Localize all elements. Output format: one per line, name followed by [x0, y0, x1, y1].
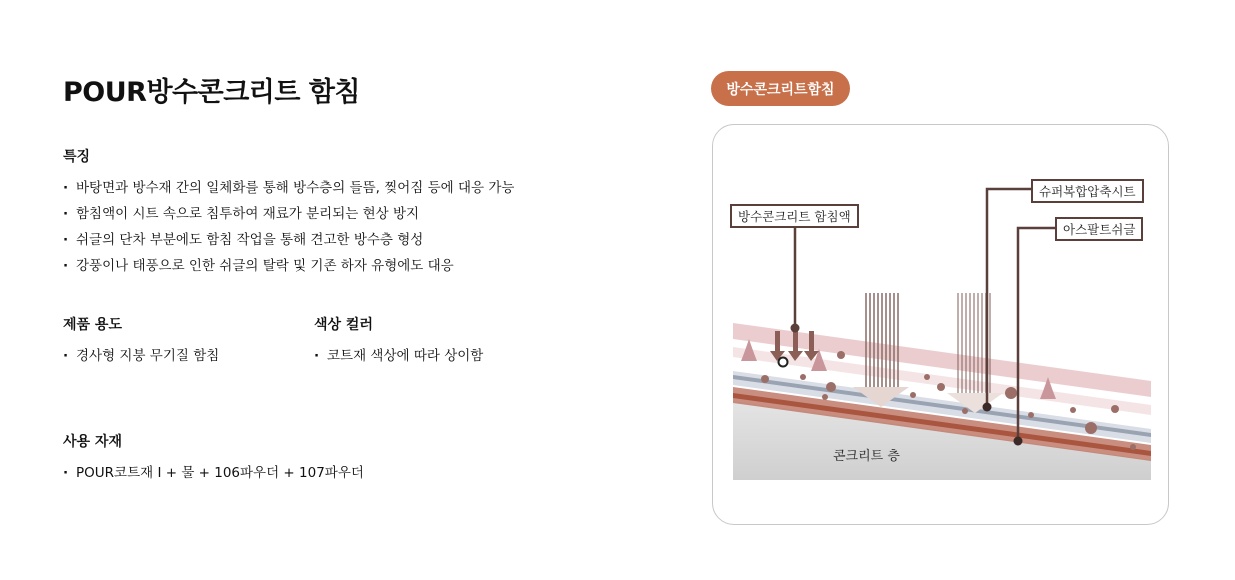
diagram-panel — [712, 124, 1169, 525]
diagram-badge: 방수콘크리트함침 — [711, 71, 850, 106]
features-list — [63, 175, 514, 279]
usage-heading: 제품 용도 — [63, 317, 122, 333]
usage-list — [63, 343, 219, 369]
list-item: · 강풍이나 태풍으로 인한 쉬글의 탈락 및 기존 하자 유형에도 대응 — [63, 253, 514, 279]
list-item: · POUR코트재 I + 물 + 106파우더 + 107파우더 — [63, 460, 364, 486]
super-sheet-label: 슈퍼복합압축시트 — [1031, 179, 1144, 203]
color-list — [314, 343, 483, 369]
list-item: · 경사형 지붕 무기질 함침 — [63, 343, 219, 369]
list-item: · 쉬글의 단차 부분에도 함침 작업을 통해 견고한 방수층 형성 — [63, 227, 514, 253]
list-item: · 함침액이 시트 속으로 침투하여 재료가 분리되는 현상 방지 — [63, 201, 514, 227]
concrete-label: 콘크리트 층 — [833, 449, 900, 464]
list-item: · 코트재 색상에 따라 상이함 — [314, 343, 483, 369]
impregnant-label: 방수콘크리트 함침액 — [730, 204, 859, 228]
list-item: · 바탕면과 방수재 간의 일체화를 통해 방수층의 들뜸, 찢어짐 등에 대응 가능 — [63, 175, 514, 201]
materials-heading: 사용 자재 — [63, 434, 122, 450]
features-heading: 특징 — [63, 149, 91, 165]
penetration-arrow — [863, 293, 899, 389]
asphalt-shingle-label: 아스팔트쉬글 — [1055, 217, 1143, 241]
page-title: POUR방수콘크리트 함침 — [63, 77, 361, 108]
small-arrows — [770, 331, 819, 361]
color-heading: 색상 컬러 — [314, 317, 373, 333]
materials-list — [63, 460, 364, 486]
